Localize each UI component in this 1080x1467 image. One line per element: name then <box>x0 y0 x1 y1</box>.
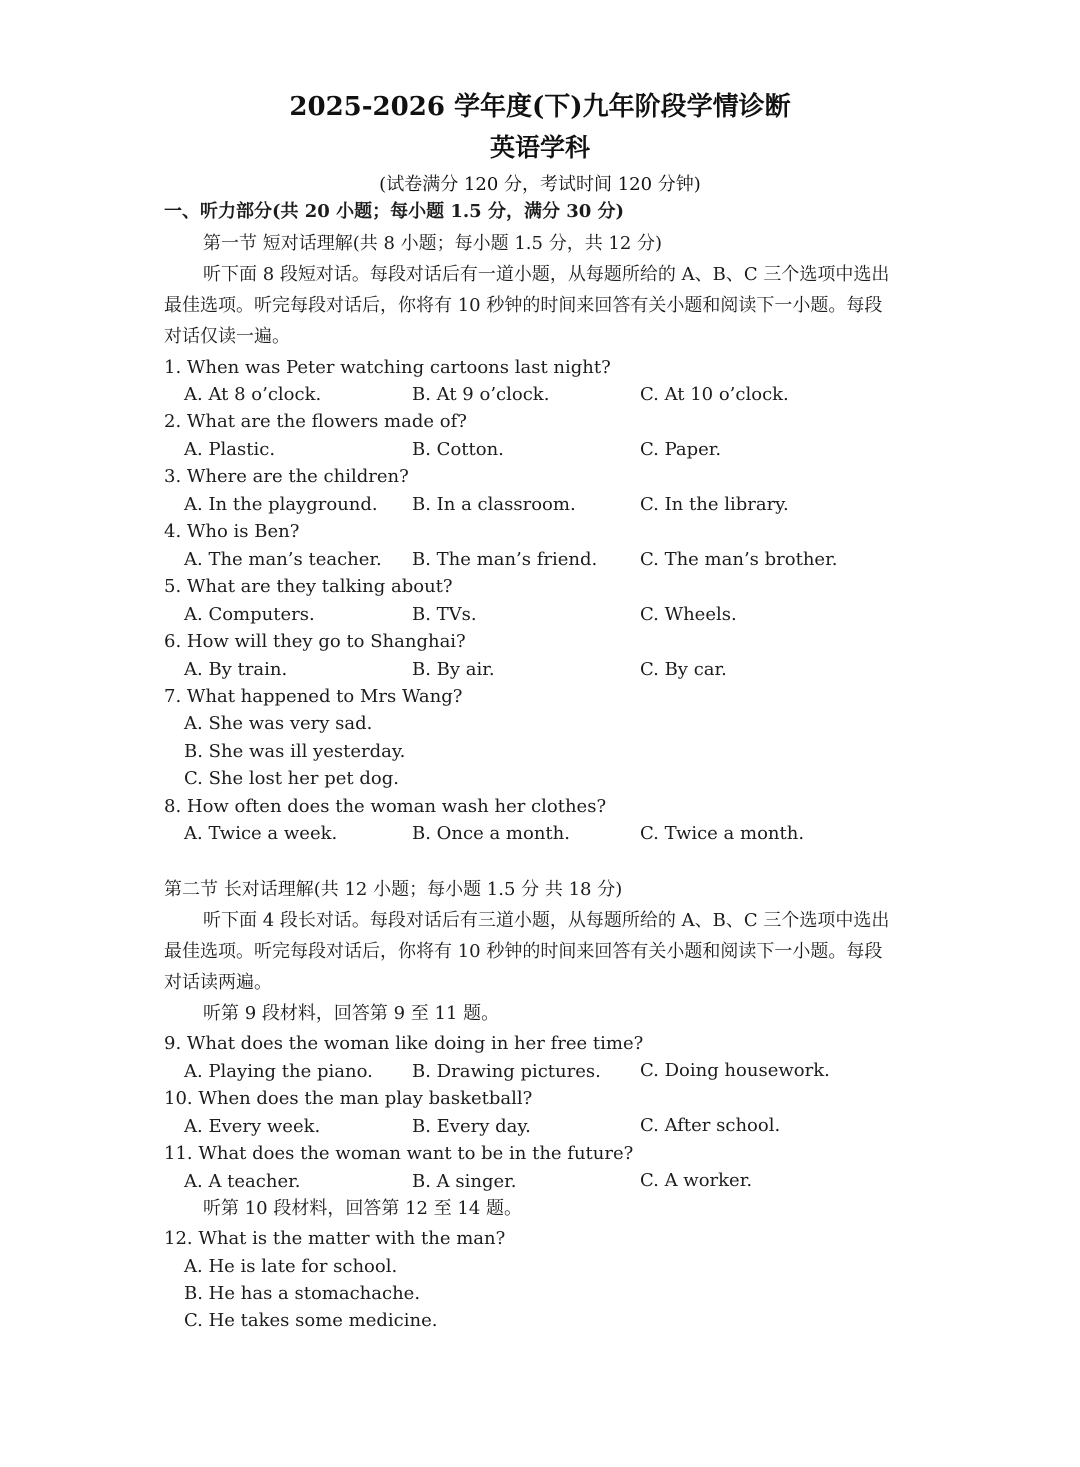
exam-title: 2025-2026 学年度(下)九年阶段学情诊断 <box>289 92 791 122</box>
material-note: 听第 9 段材料，回答第 9 至 11 题。 <box>203 1003 500 1024</box>
question-stem: 10. When does the man play basketball? <box>164 1088 533 1109</box>
question-stem: 9. What does the woman like doing in her free time? <box>164 1033 644 1054</box>
option-a: A. At 8 o’clock. <box>184 384 322 405</box>
subject-title: 英语学科 <box>489 133 590 162</box>
section2-heading: 第二节 长对话理解(共 12 小题；每小题 1.5 分 共 18 分) <box>164 879 623 900</box>
option-c: C. Wheels. <box>640 604 737 625</box>
option-b: B. He has a stomachache. <box>184 1283 421 1304</box>
option-a: A. The man’s teacher. <box>184 549 382 570</box>
question-stem: 6. How will they go to Shanghai? <box>164 631 466 652</box>
option-a: A. Every week. <box>184 1116 321 1137</box>
option-b: B. Once a month. <box>412 823 570 844</box>
option-a: A. Playing the piano. <box>184 1061 373 1082</box>
option-a: A. Computers. <box>184 604 315 625</box>
option-c: C. She lost her pet dog. <box>184 768 399 789</box>
option-c: C. After school. <box>640 1115 781 1136</box>
option-b: B. At 9 o’clock. <box>412 384 550 405</box>
option-a: A. By train. <box>184 659 288 680</box>
option-a: A. She was very sad. <box>184 713 373 734</box>
option-c: C. Twice a month. <box>640 823 805 844</box>
option-b: B. Cotton. <box>412 439 504 460</box>
option-c: C. The man’s brother. <box>640 549 838 570</box>
option-b: B. Drawing pictures. <box>412 1061 601 1082</box>
option-b: B. In a classroom. <box>412 494 576 515</box>
question-stem: 7. What happened to Mrs Wang? <box>164 686 463 707</box>
section1-instruction-line: 最佳选项。听完每段对话后，你将有 10 秒钟的时间来回答有关小题和阅读下一小题。每段 <box>164 295 883 316</box>
material-note: 听第 10 段材料，回答第 12 至 14 题。 <box>203 1198 523 1219</box>
option-c: C. A worker. <box>640 1170 753 1191</box>
option-a: A. In the playground. <box>184 494 378 515</box>
section2-instruction-line: 对话读两遍。 <box>164 972 272 993</box>
option-b: B. A singer. <box>412 1171 517 1192</box>
option-c: C. In the library. <box>640 494 789 515</box>
section1-instruction-line: 听下面 8 段短对话。每段对话后有一道小题，从每题所给的 A、B、C 三个选项中选出 <box>203 264 890 285</box>
option-c: C. At 10 o’clock. <box>640 384 789 405</box>
question-stem: 1. When was Peter watching cartoons last night? <box>164 357 611 378</box>
option-a: A. Twice a week. <box>184 823 338 844</box>
option-c: C. Doing housework. <box>640 1060 830 1081</box>
option-c: C. By car. <box>640 659 727 680</box>
option-c: C. Paper. <box>640 439 722 460</box>
question-stem: 12. What is the matter with the man? <box>164 1228 506 1249</box>
section1-instruction-line: 对话仅读一遍。 <box>164 326 290 347</box>
section2-instruction-line: 最佳选项。听完每段对话后，你将有 10 秒钟的时间来回答有关小题和阅读下一小题。每段 <box>164 941 883 962</box>
option-b: B. Every day. <box>412 1116 531 1137</box>
question-stem: 11. What does the woman want to be in the future? <box>164 1143 634 1164</box>
section1-heading: 第一节 短对话理解(共 8 小题；每小题 1.5 分，共 12 分) <box>203 233 663 254</box>
option-a: A. He is late for school. <box>184 1256 398 1277</box>
question-stem: 4. Who is Ben? <box>164 521 300 542</box>
exam-note: (试卷满分 120 分，考试时间 120 分钟) <box>379 174 701 195</box>
section2-instruction-line: 听下面 4 段长对话。每段对话后有三道小题，从每题所给的 A、B、C 三个选项中选出 <box>203 910 890 931</box>
option-b: B. TVs. <box>412 604 477 625</box>
option-a: A. Plastic. <box>184 439 276 460</box>
option-c: C. He takes some medicine. <box>184 1310 438 1331</box>
option-a: A. A teacher. <box>184 1171 301 1192</box>
question-stem: 5. What are they talking about? <box>164 576 453 597</box>
question-stem: 3. Where are the children? <box>164 466 409 487</box>
part1-heading: 一、听力部分(共 20 小题；每小题 1.5 分，满分 30 分) <box>164 201 625 222</box>
option-b: B. The man’s friend. <box>412 549 598 570</box>
question-stem: 8. How often does the woman wash her clothes? <box>164 796 607 817</box>
option-b: B. She was ill yesterday. <box>184 741 406 762</box>
question-stem: 2. What are the flowers made of? <box>164 411 467 432</box>
option-b: B. By air. <box>412 659 495 680</box>
